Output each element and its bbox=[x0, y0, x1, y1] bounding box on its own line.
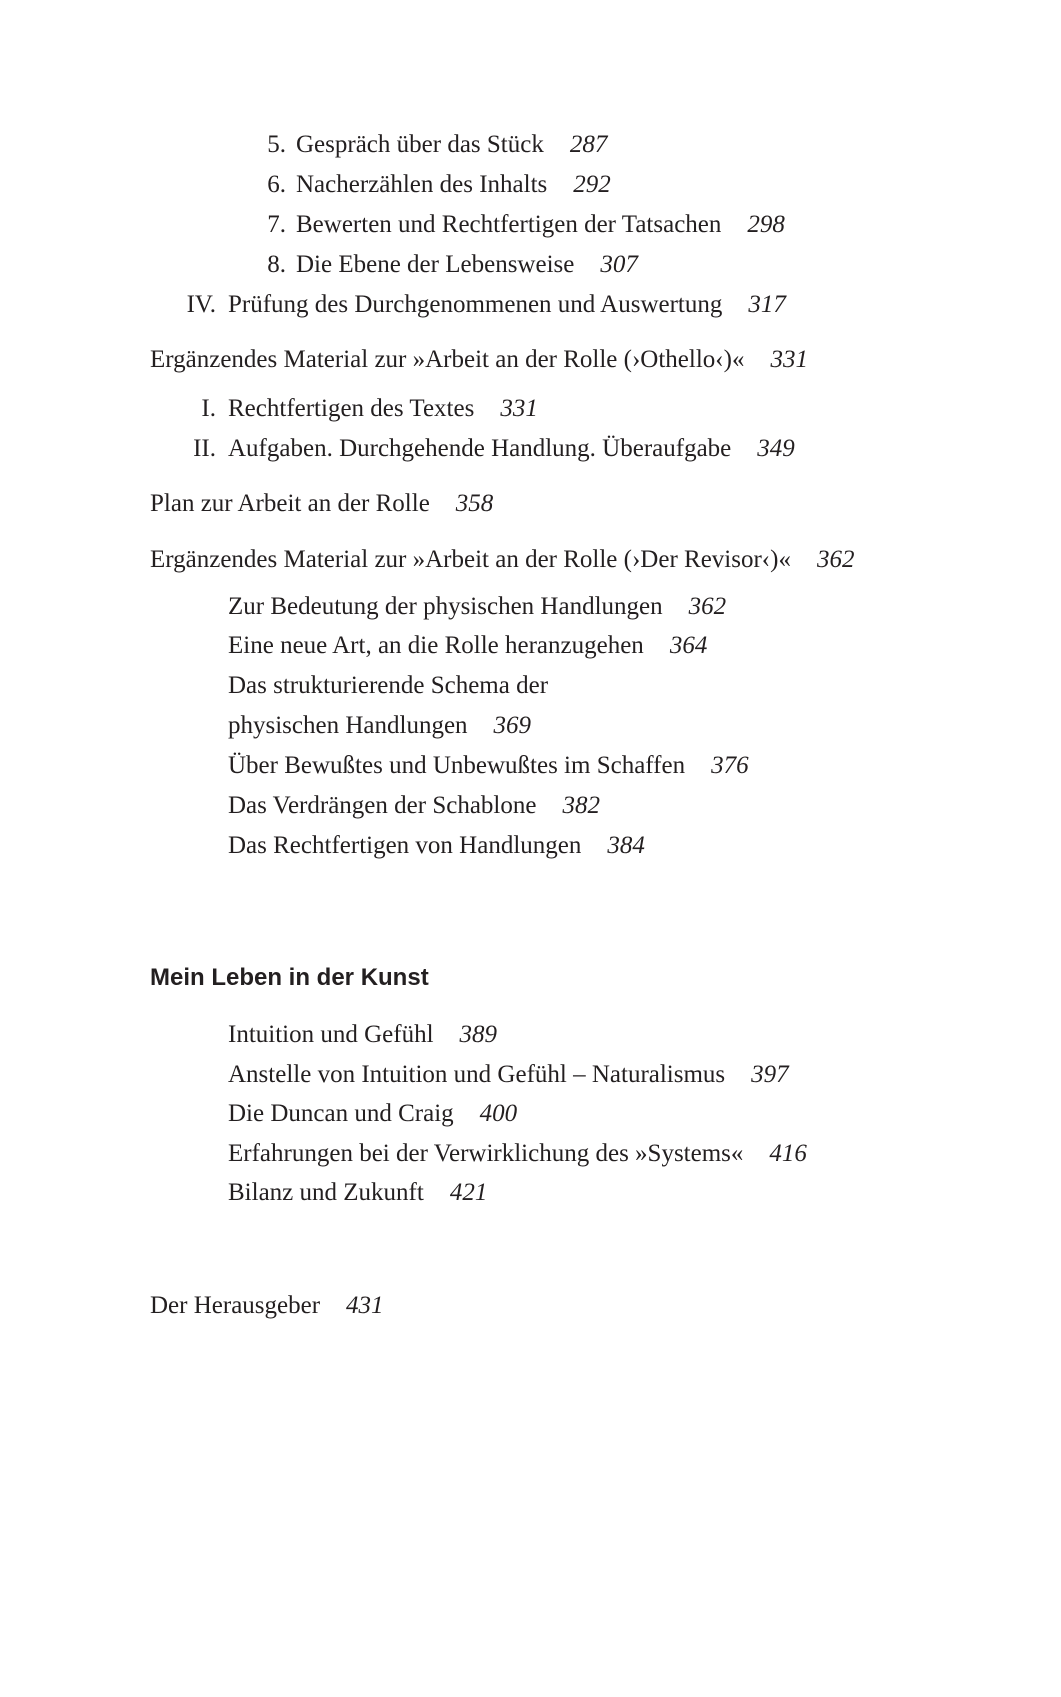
toc-entry bbox=[296, 210, 785, 240]
entry-title: Gespräch über das Stück bbox=[296, 131, 544, 158]
page-number: 369 bbox=[493, 712, 532, 739]
toc-entry bbox=[296, 130, 607, 160]
toc-entry bbox=[228, 671, 574, 701]
toc-entry bbox=[228, 631, 707, 661]
toc-entry bbox=[228, 711, 531, 741]
entry-title: Aufgaben. Durchgehende Handlung. Überaufgabe bbox=[228, 435, 732, 462]
entry-title: Bewerten und Rechtfertigen der Tatsachen bbox=[296, 211, 722, 238]
toc-entry bbox=[228, 394, 538, 424]
page-number: 331 bbox=[770, 346, 808, 373]
page-number: 421 bbox=[449, 1179, 488, 1206]
entry-title: Die Ebene der Lebensweise bbox=[296, 251, 575, 278]
toc-entry bbox=[228, 1020, 497, 1050]
page-number: 362 bbox=[688, 593, 727, 620]
page-number: 287 bbox=[569, 131, 608, 158]
entry-number: 7. bbox=[267, 211, 286, 238]
page-number: 298 bbox=[747, 211, 785, 238]
toc-entry bbox=[150, 489, 493, 519]
entry-number: I. bbox=[201, 395, 216, 422]
section-heading: Mein Leben in der Kunst bbox=[150, 964, 429, 991]
toc-entry bbox=[228, 791, 600, 821]
page-number: 389 bbox=[459, 1021, 498, 1048]
entry-title: Rechtfertigen des Textes bbox=[228, 395, 475, 422]
entry-number: 6. bbox=[267, 171, 286, 198]
toc-entry bbox=[228, 751, 749, 781]
page-number: 307 bbox=[600, 251, 638, 278]
entry-title: Das strukturierende Schema der bbox=[228, 672, 549, 699]
toc-entry bbox=[296, 250, 638, 280]
entry-number: 5. bbox=[267, 131, 286, 158]
entry-title: Bilanz und Zukunft bbox=[228, 1179, 424, 1206]
toc-entry bbox=[228, 1099, 517, 1129]
entry-title: Über Bewußtes und Unbewußtes im Schaffen bbox=[228, 752, 686, 779]
toc-entry bbox=[228, 592, 726, 622]
toc-entry bbox=[150, 345, 808, 375]
toc-entry bbox=[296, 170, 611, 200]
entry-title: Anstelle von Intuition und Gefühl – Naturalismus bbox=[228, 1061, 726, 1088]
entry-number: 8. bbox=[267, 251, 286, 278]
toc-entry bbox=[228, 1139, 807, 1169]
page-number: 376 bbox=[711, 752, 749, 779]
page-number: 364 bbox=[669, 632, 708, 659]
entry-title: Intuition und Gefühl bbox=[228, 1021, 434, 1048]
entry-title: Ergänzendes Material zur »Arbeit an der Rolle (›Othello‹)« bbox=[150, 346, 745, 373]
entry-title: physischen Handlungen bbox=[228, 712, 468, 739]
entry-title: Prüfung des Durchgenommenen und Auswertung bbox=[228, 291, 723, 318]
page-number: 317 bbox=[748, 291, 786, 318]
page-number: 400 bbox=[479, 1100, 518, 1127]
toc-entry bbox=[228, 434, 795, 464]
entry-title: Nacherzählen des Inhalts bbox=[296, 171, 548, 198]
entry-title: Das Verdrängen der Schablone bbox=[228, 792, 537, 819]
page-number: 358 bbox=[455, 490, 494, 517]
entry-title: Ergänzendes Material zur »Arbeit an der Rolle (›Der Revisor‹)« bbox=[150, 546, 791, 573]
entry-title: Erfahrungen bei der Verwirklichung des »Systems« bbox=[228, 1140, 744, 1167]
entry-title: Eine neue Art, an die Rolle heranzugehen bbox=[228, 632, 644, 659]
toc-entry bbox=[150, 545, 854, 575]
page-number: 431 bbox=[346, 1292, 384, 1319]
entry-title: Plan zur Arbeit an der Rolle bbox=[150, 490, 430, 517]
entry-title: Zur Bedeutung der physischen Handlungen bbox=[228, 593, 663, 620]
page-number: 331 bbox=[500, 395, 538, 422]
page-number: 292 bbox=[573, 171, 611, 198]
entry-title: Der Herausgeber bbox=[150, 1292, 321, 1319]
page-number: 384 bbox=[607, 832, 645, 859]
entry-title: Das Rechtfertigen von Handlungen bbox=[228, 832, 582, 859]
toc-entry bbox=[228, 831, 645, 861]
toc-entry bbox=[228, 290, 786, 320]
page-number: 397 bbox=[751, 1061, 789, 1088]
toc-entry bbox=[228, 1178, 487, 1208]
entry-number: II. bbox=[193, 435, 216, 462]
entry-title: Die Duncan und Craig bbox=[228, 1100, 454, 1127]
page-number: 416 bbox=[769, 1140, 807, 1167]
toc-entry bbox=[150, 1291, 384, 1321]
page-number: 382 bbox=[562, 792, 600, 819]
entry-number: IV. bbox=[186, 291, 216, 318]
toc-entry bbox=[228, 1060, 789, 1090]
page-number: 362 bbox=[816, 546, 855, 573]
page-number: 349 bbox=[757, 435, 795, 462]
